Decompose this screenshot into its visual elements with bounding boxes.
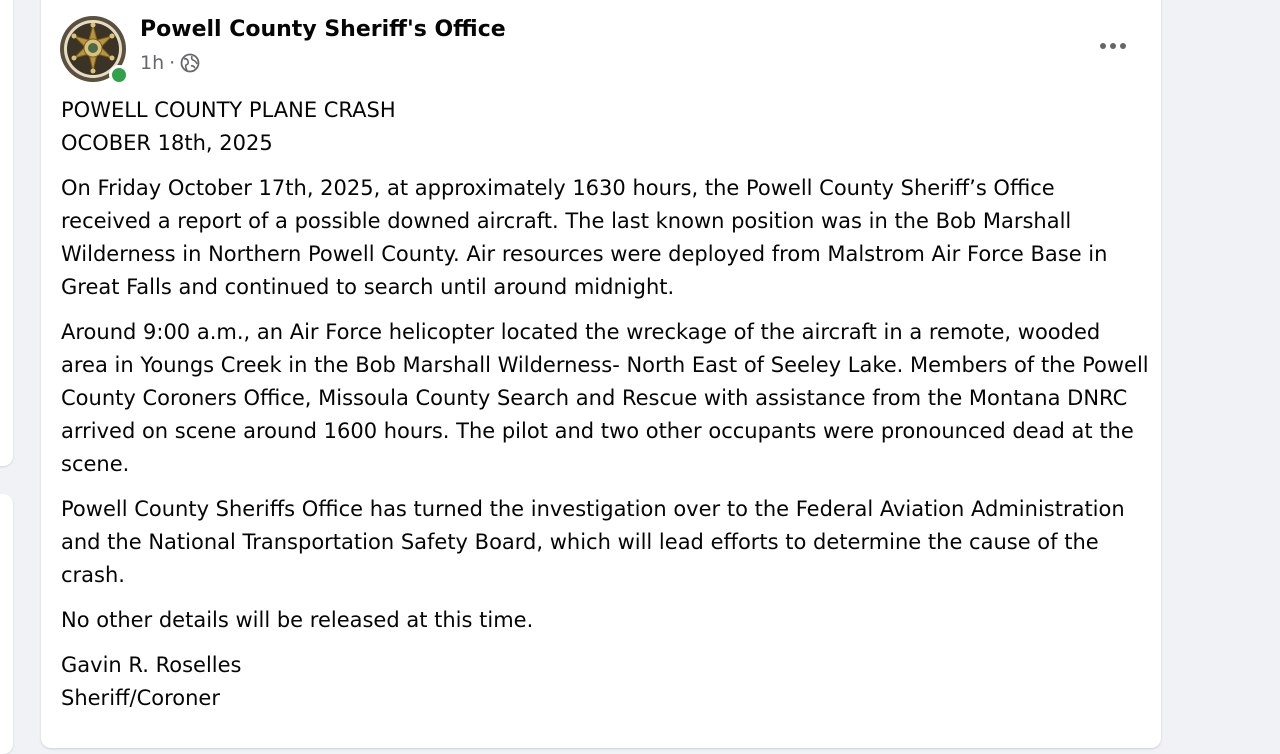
paragraph-2: Around 9:00 a.m., an Air Force helicopter located the wreckage of the aircraft in a remote, wooded area in Youngs Creek in the Bob Marshall Wilderness- North East of Seeley Lake. Members of the Powell County Coroners Office, Missoula County Search and Rescue with assistance from the Montana DNRC arrived on scene around 1600 hours. The pilot and two other occupants were pronounced dead at the scene. [61, 320, 1149, 476]
page-avatar[interactable] [60, 16, 126, 82]
post-body [61, 94, 1151, 727]
online-status-dot [109, 65, 129, 85]
facebook-post [41, 0, 1161, 748]
more-options-icon[interactable] [1095, 32, 1131, 60]
post-timestamp[interactable]: 1h [140, 52, 165, 74]
signature [61, 649, 1151, 715]
meta-separator: · [169, 52, 176, 74]
adjacent-card-left-top [0, 0, 13, 466]
paragraph-4: No other details will be released at this time. [61, 608, 534, 632]
title-line-2: OCOBER 18th, 2025 [61, 131, 273, 155]
page-name-link[interactable]: Powell County Sheriff's Office [140, 17, 506, 42]
paragraph-3: Powell County Sheriffs Office has turned the investigation over to the Federal Aviation Administration and the National Transportation Safety Board, which will lead efforts to determine the cause of the crash. [61, 497, 1125, 587]
signature-name: Gavin R. Roselles [61, 653, 242, 677]
globe-icon[interactable] [180, 53, 200, 73]
adjacent-card-left-bottom [0, 494, 13, 754]
signature-title: Sheriff/Coroner [61, 686, 220, 710]
post-title [61, 94, 1151, 160]
title-line-1: POWELL COUNTY PLANE CRASH [61, 98, 396, 122]
post-meta [140, 52, 200, 74]
paragraph-1: On Friday October 17th, 2025, at approximately 1630 hours, the Powell County Sheriff’s Office received a report of a possible downed aircraft. The last known position was in the Bob Marshall Wilderness in Northern Powell County. Air resources were deployed from Malstrom Air Force Base in Great Falls and continued to search until around midnight. [61, 176, 1108, 299]
